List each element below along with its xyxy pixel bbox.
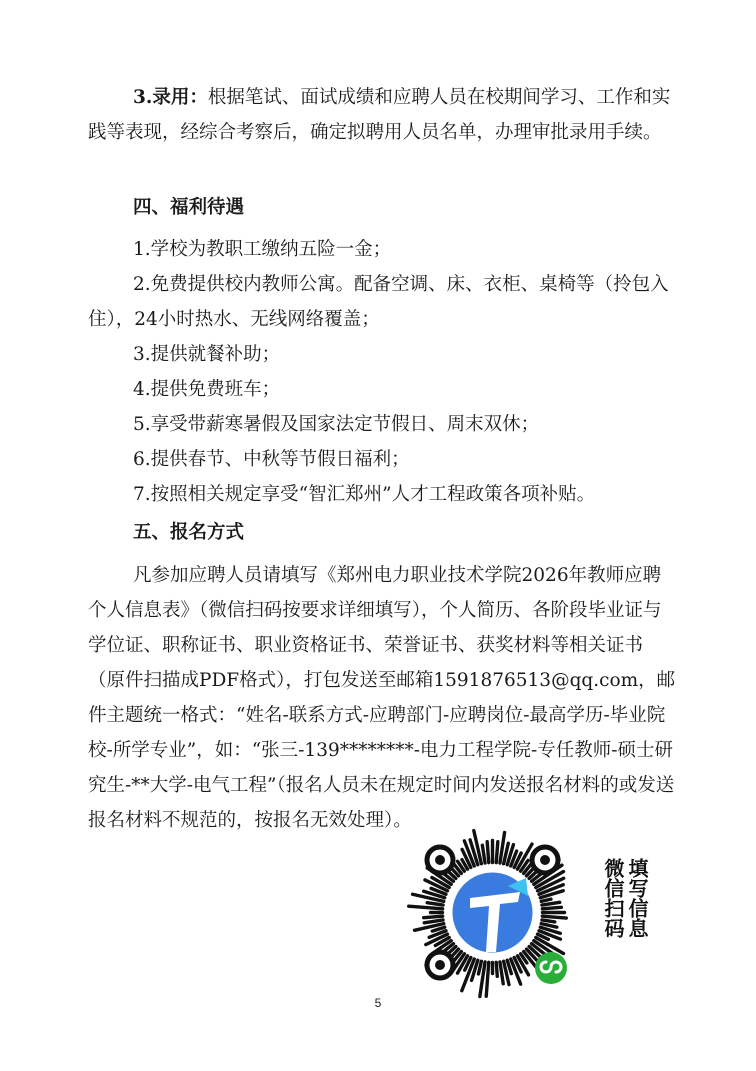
welfare-item-4: 4.提供免费班车；	[133, 379, 281, 400]
qr-ray	[424, 916, 443, 917]
qr-finder-dot	[435, 855, 445, 865]
qr-ray	[478, 961, 481, 974]
welfare-item-3: 3.提供就餐补助；	[133, 344, 281, 365]
qr-ray	[496, 842, 498, 863]
qr-ray	[541, 899, 551, 901]
qr-ray	[542, 916, 566, 918]
qr-ray	[496, 962, 497, 976]
qr-ray	[542, 907, 561, 908]
qr-finder-dot	[435, 960, 445, 970]
qr-caption	[597, 858, 647, 938]
section-3-text: 根据笔试、面试成绩和应聘人员在校期间学习、工作和实践等表现，经综合考察后，确定拟聘用人员名单，办理审批录用手续。	[88, 87, 671, 143]
wechat-mini-program-code[interactable]	[400, 820, 585, 1005]
welfare-item-1: 1.学校为教职工缴纳五险一金；	[133, 239, 392, 260]
qr-code-graphic	[400, 820, 585, 1005]
qr-ray	[482, 845, 485, 863]
qr-ray	[424, 920, 443, 923]
section-3-paragraph	[88, 80, 678, 150]
qr-ray	[500, 962, 503, 984]
welfare-heading: 四、福利待遇	[133, 197, 245, 218]
signup-paragraph: 凡参加应聘人员请填写《郑州电力职业技术学院2026年教师应聘个人信息表》（微信扫码按要求详细填写），个人简历、各阶段毕业证与学位证、职称证书、职业资格证书、荣誉证书、获奖材料等相关证书（原件扫描成PDF格式），打包发送至邮箱1591876513@qq.com，邮件主题统一格式：“姓名-联系方式-应聘部门-应聘岗位-最高学历-毕业院校-所学专业”，如：“张三-139********-电力工程学院-专任教师-硕士研究生-**大学-电气工程”（报名人员未在规定时间内发送报名材料的或发送报名材料不规范的，按报名无效处理）。	[88, 565, 676, 831]
qr-caption-wechat-scan: 微信扫码	[601, 858, 625, 938]
qr-ray	[542, 920, 555, 922]
qr-ray	[486, 962, 489, 996]
qr-caption-fill-info: 填写信息	[625, 858, 649, 938]
qr-ray	[542, 902, 560, 905]
page-number: 5	[374, 996, 382, 1010]
signup-heading: 五、报名方式	[133, 522, 245, 543]
qr-ray	[487, 842, 489, 863]
welfare-item-6: 6.提供春节、中秋等节假日福利；	[133, 449, 410, 470]
welfare-item-5: 5.享受带薪寒暑假及国家法定节假日、周末双休；	[133, 414, 540, 435]
welfare-item-7: 7.按照相关规定享受“智汇郑州”人才工程政策各项补贴。	[133, 484, 596, 505]
qr-ray	[427, 903, 443, 905]
welfare-item-2: 2.免费提供校内教师公寓。配备空调、床、衣柜、桌椅等（拎包入住），24小时热水、无线网络覆盖；	[88, 274, 669, 330]
qr-ray	[409, 906, 443, 909]
section-3-label: 3.录用：	[133, 87, 208, 108]
qr-finder-dot	[540, 855, 550, 865]
